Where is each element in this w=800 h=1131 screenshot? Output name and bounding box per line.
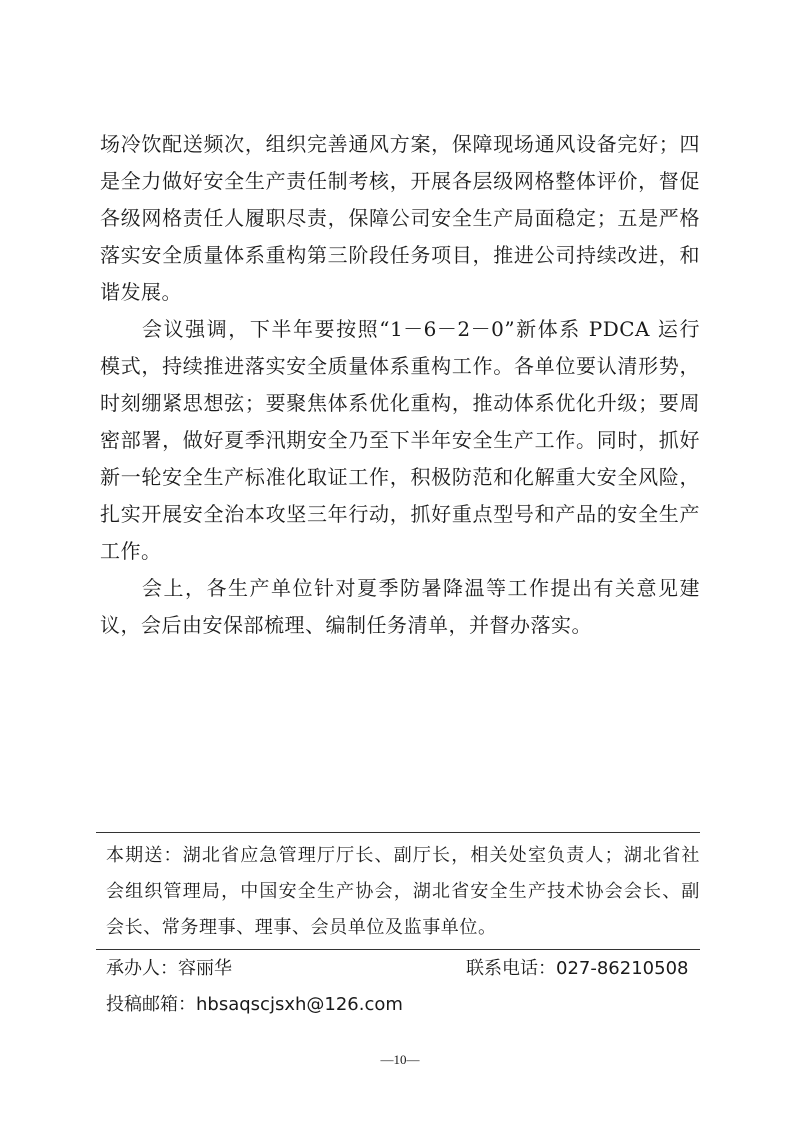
paragraph-suggestions: 会上，各生产单位针对夏季防暑降温等工作提出有关意见建议，会后由安保部梳理、编制任务清单，并督办落实。 (100, 576, 700, 637)
paragraph-continued: 场冷饮配送频次，组织完善通风方案，保障现场通风设备完好；四是全力做好安全生产责任制考核，开展各层级网格整体评价，督促各级网格责任人履职尽责，保障公司安全生产局面稳定；五是严格落实安全质量体系重构第三阶段任务项目，推进公司持续改进，和谐发展。 (100, 132, 700, 304)
distribution-list: 本期送：湖北省应急管理厅厅长、副厅长，相关处室负责人；湖北省社会组织管理局，中国安全生产协会，湖北省安全生产技术协会会长、副会长、常务理事、理事、会员单位及监事单位。 (106, 845, 700, 938)
submission-email: 投稿邮箱：hbsaqscjsxh@126.com (106, 994, 403, 1015)
footer-top-rule (96, 832, 700, 833)
page-number: —10— (380, 1052, 420, 1067)
footer-bottom-rule (96, 949, 700, 950)
article-body (100, 126, 700, 644)
contact-phone: 联系电话：027-86210508 (466, 958, 689, 979)
paragraph-meeting-emphasis: 会议强调，下半年要按照“1－6－2－0”新体系 PDCA 运行模式，持续推进落实安全质量体系重构工作。各单位要认清形势，时刻绷紧思想弦；要聚焦体系优化重构，推动体系优化升级；要周密部署，做好夏季汛期安全乃至下半年安全生产工作。同时，抓好新一轮安全生产标准化取证工作，积极防范和化解重大安全风险，扎实开展安全治本攻坚三年行动，抓好重点型号和产品的安全生产工作。 (100, 317, 700, 563)
handler-name: 承办人：容丽华 (106, 958, 232, 979)
